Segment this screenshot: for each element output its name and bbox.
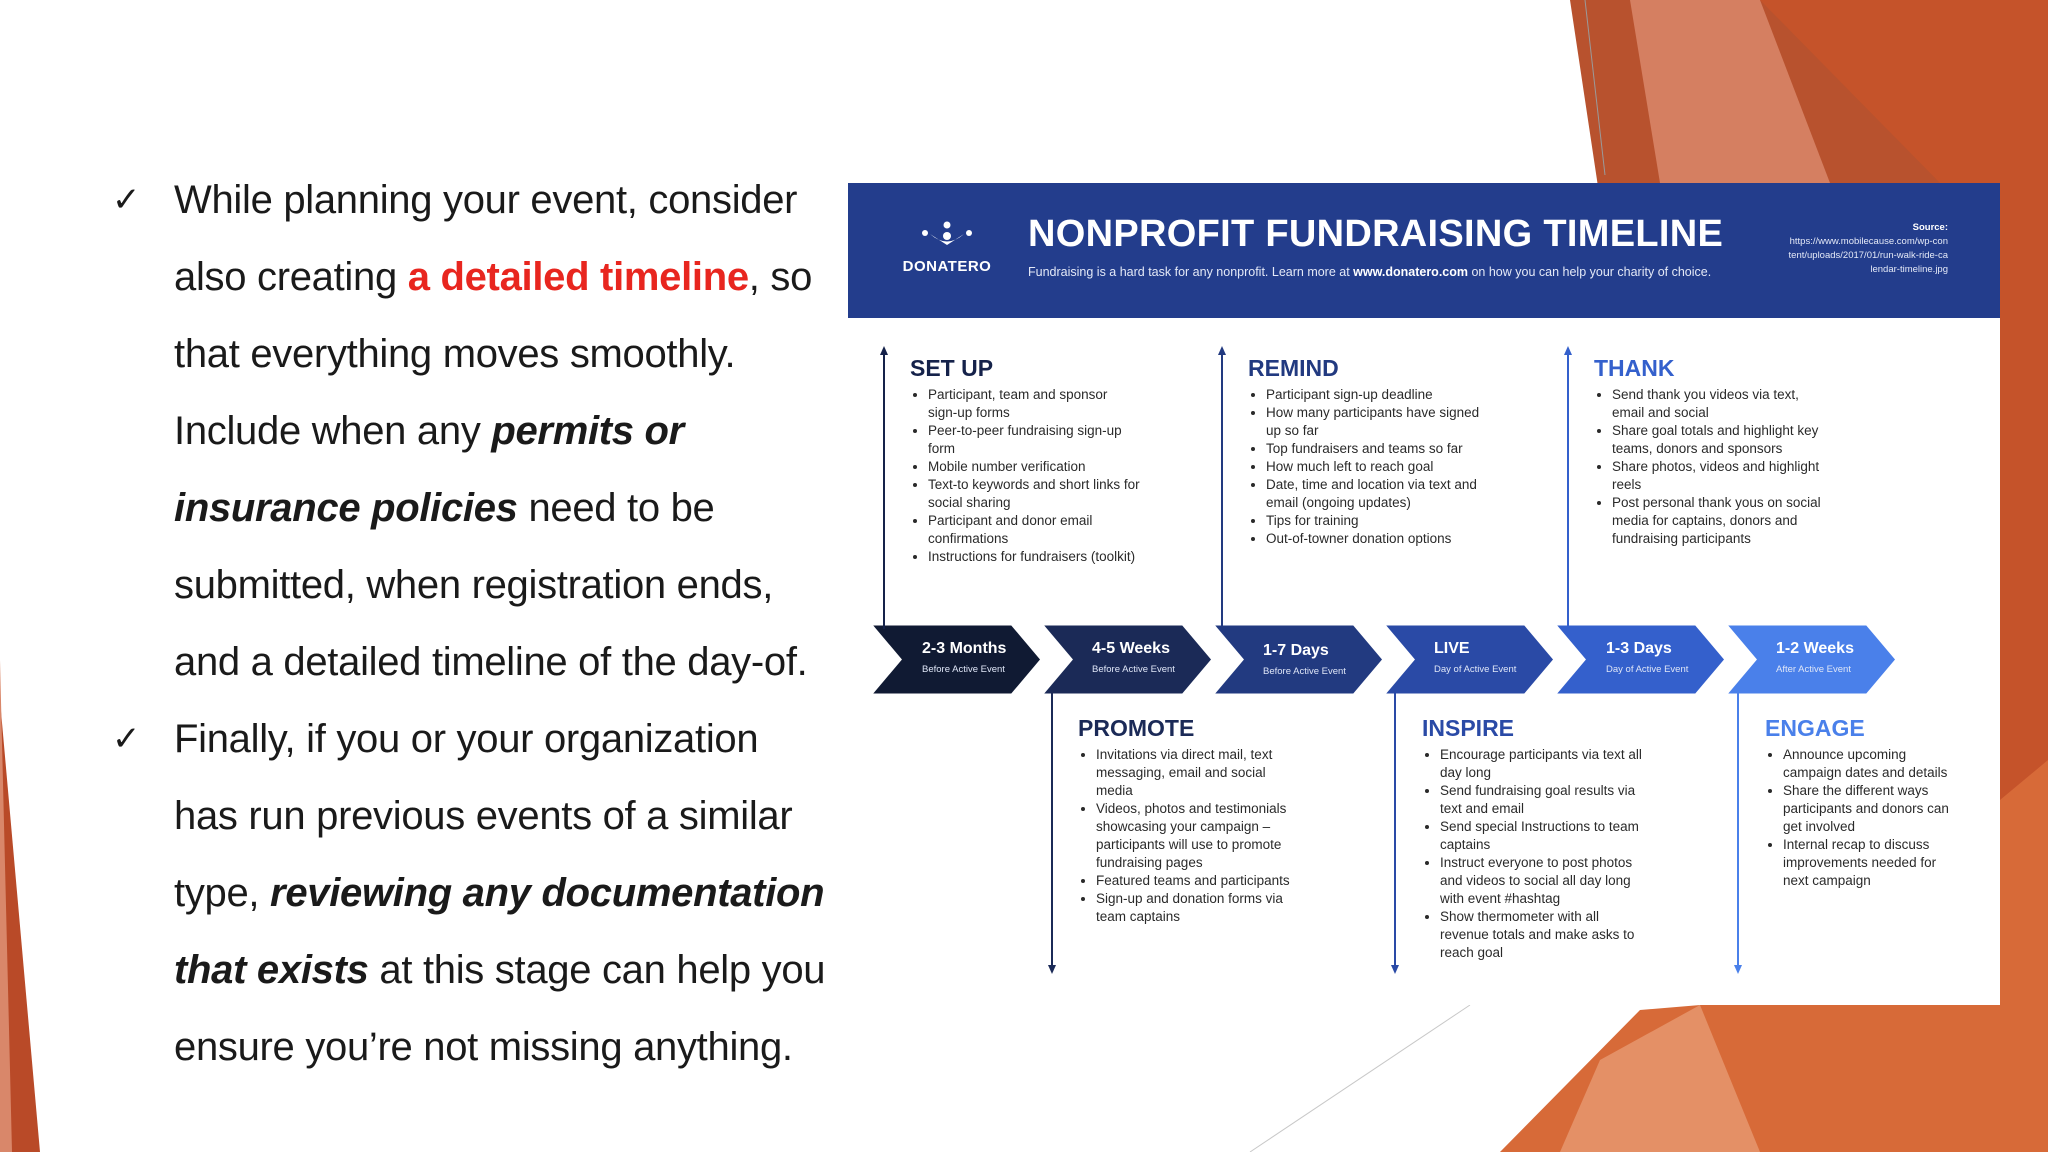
arrow-up-icon — [1218, 346, 1226, 629]
infographic-subtitle: Fundraising is a hard task for any nonprofit. Learn more at www.donatero.com on how you can help your charity of choice. — [1028, 265, 1712, 279]
checkmark-icon: ✓ — [112, 719, 141, 759]
list-item: • How many participants have signed up so far — [1266, 404, 1483, 440]
subtitle-link[interactable]: www.donatero.com — [1353, 265, 1468, 279]
list-item: • Peer-to-peer fundraising sign-up form — [928, 422, 1140, 458]
stage-title: SET UP — [910, 355, 994, 381]
bullet-text: While planning your event, consider also creating a detailed timeline, so that everything moves smoothly. Include when any permits or insurance policies need to be submitted, when registration ends, and a detailed timeline of the day-of. — [174, 178, 813, 684]
bullet-list — [112, 162, 832, 1086]
list-item: • Share photos, videos and highlight reels — [1612, 458, 1834, 494]
list-item: • Share goal totals and highlight key teams, donors and sponsors — [1612, 422, 1834, 458]
arrow-up-icon — [880, 346, 888, 629]
list-item: • Show thermometer with all revenue totals and make asks to reach goal — [1440, 908, 1644, 962]
chevron-label: 1-7 Days Before Active Event — [1263, 642, 1346, 677]
stage-items — [1594, 386, 1834, 548]
deco-line-bottom — [1250, 1005, 1470, 1152]
list-item: • Tips for training — [1266, 512, 1483, 530]
stage-promote — [1078, 715, 1300, 926]
source-url[interactable]: https://www.mobilecause.com/wp-content/uploads/2017/01/run-walk-ride-calendar-timeline.jpg — [1788, 236, 1948, 275]
list-item: • Participant sign-up deadline — [1266, 386, 1483, 404]
chevron-label: 1-3 Days Day of Active Event — [1606, 640, 1689, 675]
list-item: • Send special Instructions to team captains — [1440, 818, 1644, 854]
list-item: • Participant, team and sponsor sign-up forms — [928, 386, 1140, 422]
bullet-item — [112, 162, 832, 701]
list-item: • How much left to reach goal — [1266, 458, 1483, 476]
timeline-infographic — [848, 183, 2000, 1005]
infographic-title: NONPROFIT FUNDRAISING TIMELINE — [1028, 213, 1724, 255]
chevron-label: 4-5 Weeks Before Active Event — [1092, 640, 1175, 675]
logo-text: DONATERO — [902, 258, 992, 275]
stage-remind — [1248, 355, 1483, 548]
list-item: • Send fundraising goal results via text and email — [1440, 782, 1644, 818]
stage-title: ENGAGE — [1765, 715, 1865, 741]
emphasis-text: permits or insurance policies — [174, 409, 684, 530]
checkmark-icon: ✓ — [112, 180, 141, 220]
stage-inspire — [1422, 715, 1644, 962]
stage-title: REMIND — [1248, 355, 1339, 381]
chevron-label: LIVE Day of Active Event — [1434, 640, 1517, 675]
list-item: • Instruct everyone to post photos and videos to social all day long with event #hashtag — [1440, 854, 1644, 908]
list-item: • Share the different ways participants and donors can get involved — [1783, 782, 1965, 836]
list-item: • Out-of-towner donation options — [1266, 530, 1483, 548]
list-item: • Instructions for fundraisers (toolkit) — [928, 548, 1140, 566]
list-item: • Videos, photos and testimonials showcasing your campaign – participants will use to promote fundraising pages — [1096, 800, 1300, 872]
arrow-down-icon — [1391, 691, 1399, 974]
chevron-label: 1-2 Weeks After Active Event — [1776, 640, 1854, 675]
list-item: • Internal recap to discuss improvements needed for next campaign — [1783, 836, 1965, 890]
stage-items — [1248, 386, 1483, 548]
bullet-item — [112, 701, 832, 1086]
list-item: • Sign-up and donation forms via team captains — [1096, 890, 1300, 926]
stage-engage — [1765, 715, 1965, 890]
emphasis-text: reviewing any documentation that exists — [174, 871, 825, 992]
list-item: • Mobile number verification — [928, 458, 1140, 476]
stage-thank — [1594, 355, 1834, 548]
arrow-down-icon — [1734, 691, 1742, 974]
list-item: • Top fundraisers and teams so far — [1266, 440, 1483, 458]
list-item: • Participant and donor email confirmations — [928, 512, 1140, 548]
highlight-text: a detailed timeline — [407, 255, 749, 299]
stage-title: INSPIRE — [1422, 715, 1515, 741]
list-item: • Send thank you videos via text, email and social — [1612, 386, 1834, 422]
list-item: • Encourage participants via text all day long — [1440, 746, 1644, 782]
stage-items — [910, 386, 1140, 566]
stage-items — [1422, 746, 1644, 962]
arrow-up-icon — [1564, 346, 1572, 629]
source-note: Source: https://www.mobilecause.com/wp-content/uploads/2017/01/run-walk-ride-calendar-timeline.jpg — [1788, 222, 1948, 275]
list-item: • Featured teams and participants — [1096, 872, 1300, 890]
chevron-label: 2-3 Months Before Active Event — [922, 640, 1007, 675]
bullet-text: Finally, if you or your organization has run previous events of a similar type, reviewing any documentation that exists at this stage can help you ensure you’re not missing anything. — [174, 717, 826, 1069]
list-item: • Invitations via direct mail, text messaging, email and social media — [1096, 746, 1300, 800]
list-item: • Post personal thank yous on social media for captains, donors and fundraising participants — [1612, 494, 1834, 548]
stage-set-up — [910, 355, 1140, 566]
arrow-down-icon — [1048, 691, 1056, 974]
list-item: • Text-to keywords and short links for social sharing — [928, 476, 1140, 512]
list-item: • Date, time and location via text and email (ongoing updates) — [1266, 476, 1483, 512]
stage-items — [1078, 746, 1300, 926]
stage-title: THANK — [1594, 355, 1675, 381]
stage-title: PROMOTE — [1078, 715, 1195, 741]
stage-items — [1765, 746, 1965, 890]
list-item: • Announce upcoming campaign dates and details — [1783, 746, 1965, 782]
